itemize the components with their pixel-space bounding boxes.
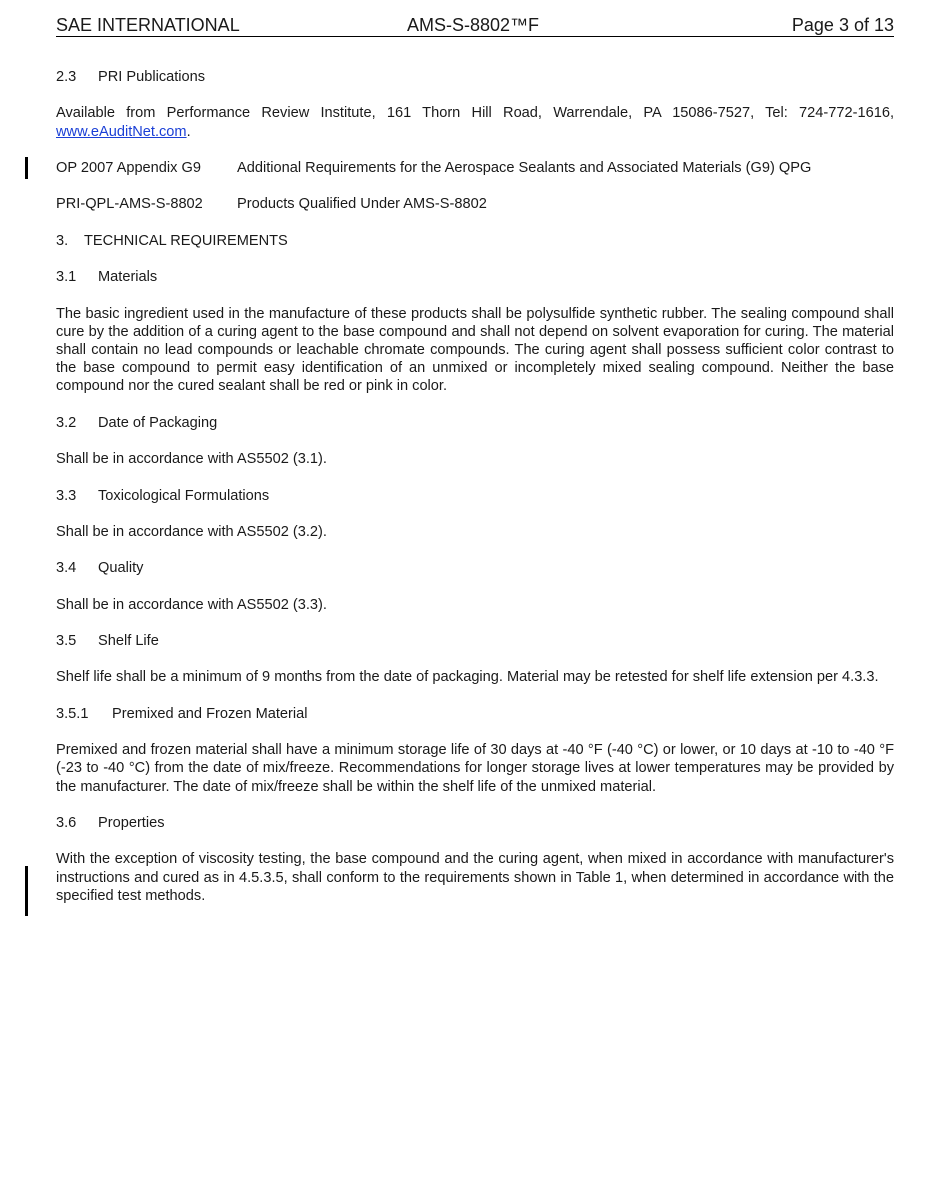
section-heading-3 xyxy=(56,232,894,250)
page-header xyxy=(56,14,894,37)
pri-availability-paragraph xyxy=(56,104,894,140)
header-page-number: Page 3 of 13 xyxy=(791,15,894,35)
section-title: Shelf Life xyxy=(98,633,159,650)
link-suffix: . xyxy=(186,123,191,140)
reference-doc-title: Additional Requirements for the Aerospace Sealants and Associated Materials (G9) QPG xyxy=(237,159,812,176)
reference-doc-id: PRI-QPL-AMS-S-8802 xyxy=(56,196,203,213)
availability-text: Available from Performance Review Institute, 161 Thorn Hill Road, Warrendale, PA 15086-7527, Tel: 724-772-1616, xyxy=(56,105,894,122)
header-doc-number: AMS-S-8802™F xyxy=(407,15,540,35)
section-number: 3.4 xyxy=(56,560,77,577)
reference-doc-row xyxy=(56,159,894,177)
revision-change-bar xyxy=(25,157,28,179)
reference-doc-title: Products Qualified Under AMS-S-8802 xyxy=(237,196,487,213)
section-number: 3. xyxy=(56,232,69,249)
section-heading-2-3 xyxy=(56,68,894,86)
section-title: Properties xyxy=(98,815,165,832)
section-number: 3.5 xyxy=(56,633,77,650)
section-number: 3.2 xyxy=(56,414,77,431)
section-heading-3-5 xyxy=(56,632,894,650)
section-number: 3.5.1 xyxy=(56,705,89,722)
section-body: Shall be in accordance with AS5502 (3.3). xyxy=(56,596,327,613)
section-body: Shall be in accordance with AS5502 (3.1). xyxy=(56,451,327,468)
section-title: TECHNICAL REQUIREMENTS xyxy=(84,232,288,249)
section-number: 2.3 xyxy=(56,69,77,85)
reference-doc-id: OP 2007 Appendix G9 xyxy=(56,159,201,176)
section-heading-3-3 xyxy=(56,487,894,505)
header-org: SAE INTERNATIONAL xyxy=(56,15,240,35)
section-title: PRI Publications xyxy=(98,69,206,85)
section-heading-3-6 xyxy=(56,814,894,832)
section-number: 3.6 xyxy=(56,815,77,832)
section-title: Premixed and Frozen Material xyxy=(112,705,308,722)
section-title: Materials xyxy=(98,269,158,286)
section-title: Toxicological Formulations xyxy=(98,487,270,504)
reference-doc-row xyxy=(56,195,894,213)
section-heading-3-4 xyxy=(56,559,894,577)
section-body: The basic ingredient used in the manufacture of these products shall be polysulfide synthetic rubber. The sealing compound shall cure by the addition of a curing agent to the base compound and shall not depend on solvent evaporation for curing. The material shall contain no lead compounds or leachable chromate compounds. The curing agent shall possess sufficient color contrast to the base compound to permit easy identification of an unmixed or incompletely mixed sealing compound. Neither the base compound nor the cured sealant shall be red or pink in color. xyxy=(56,305,894,395)
section-heading-3-2 xyxy=(56,414,894,432)
section-body: Premixed and frozen material shall have a minimum storage life of 30 days at -40 °F (-40 °C) or lower, or 10 days at -10 to -40 °F (-23 to -40 °C) from the date of mix/freeze. Recommendations for longer storage lives at lower temperatures may be provided by the manufacturer. The date of mix/freeze shall be within the shelf life of the unmixed material. xyxy=(56,742,894,795)
eauditnet-link[interactable]: www.eAuditNet.com xyxy=(56,123,187,140)
revision-change-bar xyxy=(25,866,28,916)
section-body: Shelf life shall be a minimum of 9 months from the date of packaging. Material may be retested for shelf life extension per 4.3.3. xyxy=(56,669,879,686)
section-heading-3-1 xyxy=(56,268,894,286)
document-body xyxy=(56,68,894,923)
section-body: With the exception of viscosity testing, the base compound and the curing agent, when mixed in accordance with manufacturer's instructions and cured as in 4.5.3.5, shall conform to the requirements shown in Table 1, when determined in accordance with the specified test methods. xyxy=(56,851,894,904)
section-title: Date of Packaging xyxy=(98,414,218,431)
section-title: Quality xyxy=(98,560,144,577)
section-number: 3.1 xyxy=(56,269,77,286)
section-heading-3-5-1 xyxy=(56,705,894,723)
section-body: Shall be in accordance with AS5502 (3.2). xyxy=(56,523,327,540)
section-number: 3.3 xyxy=(56,487,77,504)
